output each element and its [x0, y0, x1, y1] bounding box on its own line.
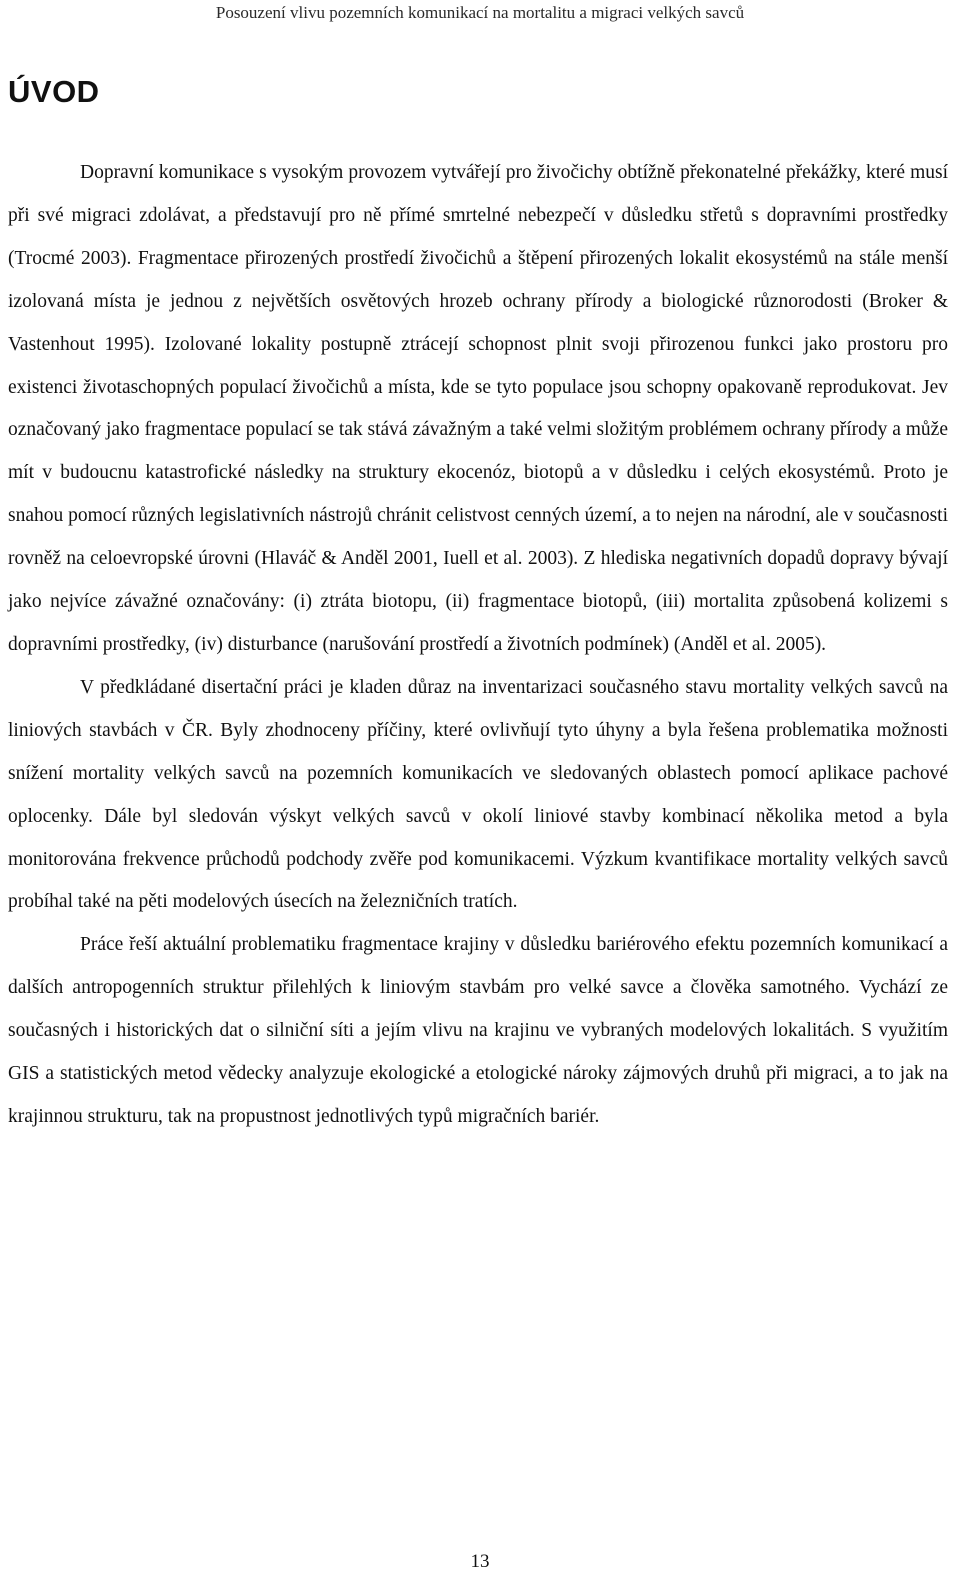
section-title: ÚVOD: [8, 74, 100, 109]
paragraph-2: V předkládané disertační práci je kladen důraz na inventarizaci současného stavu mortality velkých savců na liniových stavbách v ČR. Byly zhodnoceny příčiny, které ovlivňují tyto úhyny a byla řešena problematika možnosti snížení mortality velkých savců na pozemních komunikacích ve sledovaných oblastech pomocí aplikace pachové oplocenky. Dále byl sledován výskyt velkých savců v okolí liniové stavby kombinací několika metod a byla monitorována frekvence průchodů podchody zvěře pod komunikacemi. Výzkum kvantifikace mortality velkých savců probíhal také na pěti modelových úsecích na železničních tratích.: [8, 676, 948, 913]
running-header: Posouzení vlivu pozemních komunikací na mortalitu a migraci velkých savců: [215, 3, 745, 22]
body-text: [8, 152, 948, 1139]
paragraph-3: Práce řeší aktuální problematiku fragmentace krajiny v důsledku bariérového efektu pozemních komunikací a dalších antropogenních struktur přilehlých k liniovým stavbám pro velké savce a člověka samotného. Vychází ze současných i historických dat o silniční síti a jejím vlivu na krajinu ve vybraných modelových lokalitách. S využitím GIS a statistických metod vědecky analyzuje ekologické a etologické nároky zájmových druhů při migraci, a to jak na krajinnou strukturu, tak na propustnost jednotlivých typů migračních bariér.: [8, 934, 948, 1127]
paragraph-1: Dopravní komunikace s vysokým provozem vytvářejí pro živočichy obtížně překonatelné překážky, které musí při své migraci zdolávat, a představují pro ně přímé smrtelné nebezpečí v důsledku střetů s dopravními prostředky (Trocmé 2003). Fragmentace přirozených prostředí živočichů a štěpení přirozených lokalit ekosystémů na stále menší izolovaná místa je jednou z největších osvětových hrozeb ochrany přírody a biologické různorodosti (Broker & Vastenhout 1995). Izolované lokality postupně ztrácejí schopnost plnit svoji přirozenou funkci jako prostoru pro existenci životaschopných populací živočichů a místa, kde se tyto populace jsou schopny opakovaně reprodukovat. Jev označovaný jako fragmentace populací se tak stává závažným a také velmi složitým problémem ochrany přírody a může mít v budoucnu katastrofické následky na struktury ekocenóz, biotopů a v důsledku i celých ekosystémů. Proto je snahou pomocí různých legislativních nástrojů chránit celistvost cenných území, a to nejen na národní, ale v současnosti rovněž na celoevropské úrovni (Hlaváč & Anděl 2001, Iuell et al. 2003). Z hlediska negativních dopadů dopravy bývají jako nejvíce závažné označovány: (i) ztráta biotopu, (ii) fragmentace biotopů, (iii) mortalita způsobená kolizemi s dopravními prostředky, (iv) disturbance (narušování prostředí a životních podmínek) (Anděl et al. 2005).: [8, 162, 948, 655]
page-number: 13: [470, 1551, 490, 1572]
